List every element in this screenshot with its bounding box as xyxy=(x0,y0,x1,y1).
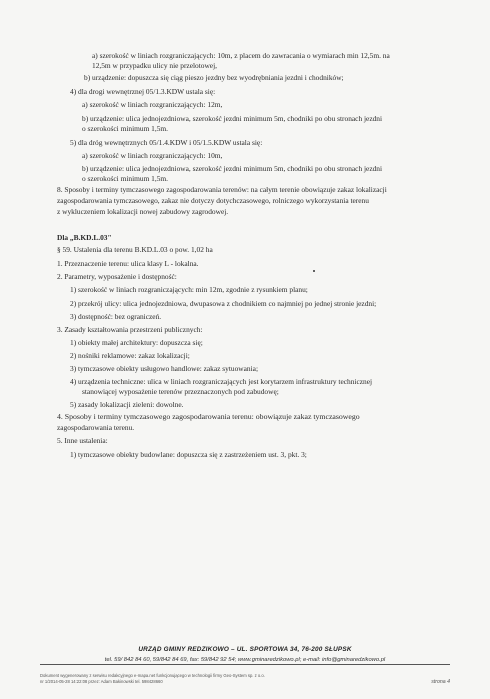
text-line: 5) dla dróg wewnętrznych 05/1.4.KDW i 05/1.5.KDW ustala się: xyxy=(70,138,263,147)
paragraph-heading: § 59. Ustalenia dla terenu B.KD.L.03 o pow. 1,02 ha xyxy=(57,245,213,254)
text-line: 4) urządzenia techniczne: ulica w liniach rozgraniczających jest korytarzem infrastruktury technicznej xyxy=(70,377,373,386)
text-line: a) szerokość w liniach rozgraniczających: 10m, xyxy=(82,151,223,160)
text-line: 1) szerokość w liniach rozgraniczających: min 12m, zgodnie z rysunkiem planu; xyxy=(70,285,308,294)
text-line: 4. Sposoby i terminy tymczasowego zagospodarowania terenu: obowiązuje zakaz tymczasowego xyxy=(57,412,360,421)
text-line: 2) przekrój ulicy: ulica jednojezdniowa, dwupasowa z chodnikiem co najmniej po jednej stronie jezdni; xyxy=(70,299,377,308)
text-line: a) szerokość w liniach rozgraniczających: 12m, xyxy=(82,100,223,109)
text-line: 5) zasady lokalizacji zieleni: dowolne. xyxy=(70,400,184,409)
text-line: 2. Parametry, wyposażenie i dostępność: xyxy=(57,272,177,281)
footer-contact: tel. 59/ 842 84 60, 59/842 84 69, fax: 59/842 92 54; www.gminaredzikowo.pl; e-mail: info@gminaredzikowo.pl xyxy=(104,657,386,663)
footer-divider xyxy=(40,664,450,665)
text-line: b) urządzenie: ulica jednojezdniowa, szerokość jezdni minimum 5m, chodniki po obu stronach jezdni xyxy=(82,164,383,173)
footer-note: Dokument wygenerowany z serwisu redakcyjnego e-mapa.net funkcjonującego w technologii firmy Geo-System sp. z o.o. xyxy=(40,673,265,678)
text-line: stanowiącej wyposażenie terenów przeznaczonych pod zabudowę; xyxy=(82,387,279,396)
text-line: 3. Zasady kształtowania przestrzeni publicznych: xyxy=(57,325,203,334)
text-line: b) urządzenie: ulica jednojezdniowa, szerokość jezdni minimum 5m, chodniki po obu stronach jezdni xyxy=(82,114,383,123)
text-line: 8. Sposoby i terminy tymczasowego zagospodarowania terenów: na całym terenie obowiązuje zakaz lokalizacji xyxy=(57,185,387,194)
text-line: 3) tymczasowe obiekty usługowo handlowe: zakaz sytuowania; xyxy=(70,364,258,373)
footer-office: URZĄD GMINY REDZIKOWO – UL. SPORTOWA 34, 76-200 SŁUPSK xyxy=(138,646,352,653)
text-line: 4) dla drogi wewnętrznej 05/1.3.KDW ustala się: xyxy=(70,87,216,96)
text-line: 1) obiekty małej architektury: dopuszcza się; xyxy=(70,338,203,347)
text-line: b) urządzenie: dopuszcza się ciąg pieszo jezdny bez wyodrębniania jezdni i chodników; xyxy=(84,73,344,82)
text-line: zagospodarowania terenu. xyxy=(57,423,135,432)
text-line: 1. Przeznaczenie terenu: ulica klasy L - lokalna. xyxy=(57,259,199,268)
text-line: 3) dostępność: bez ograniczeń. xyxy=(70,312,162,321)
text-line: a) szerokość w liniach rozgraniczających: 10m, z placem do zawracania o wymiarach min 12,5m. na xyxy=(92,51,390,60)
footer-note: nr 1/2014-05-28 14:22:08 przez: Adam Bakinowski tel. 598428660 xyxy=(40,679,163,684)
text-line: 5. Inne ustalenia: xyxy=(57,436,108,445)
text-line: o szerokości minimum 1,5m. xyxy=(82,124,169,133)
text-line: 2) nośniki reklamowe: zakaz lokalizacji; xyxy=(70,351,190,360)
text-line: z wykluczeniem lokalizacji nowej zabudowy zagrodowej. xyxy=(57,207,229,216)
text-line: 1) tymczasowe obiekty budowlane: dopuszcza się z zastrzeżeniem ust. 3, pkt. 3; xyxy=(70,450,307,459)
text-line: 12,5m w przypadku ulicy nie przelotowej, xyxy=(92,61,217,70)
stray-dot xyxy=(313,270,315,272)
text-line: o szerokości minimum 1,5m. xyxy=(82,174,169,183)
text-line: zagospodarowania tymczasowego, zakaz nie dotyczy dotychczasowego, rolniczego wykorzystania terenu xyxy=(57,196,369,205)
page-number: strona 4 xyxy=(431,679,450,685)
section-heading: Dla „B.KD.L.03" xyxy=(57,233,112,242)
